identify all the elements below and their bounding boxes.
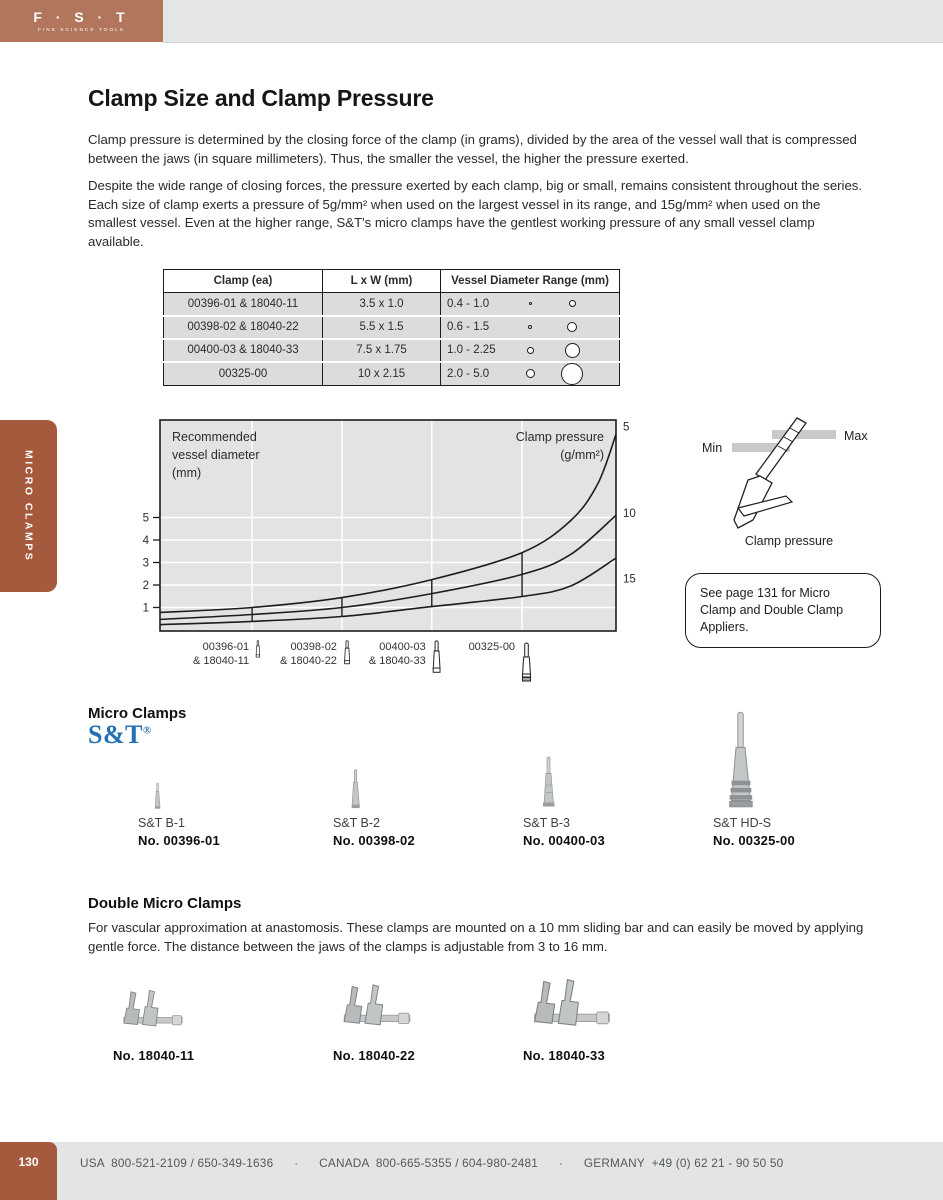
cell-clamp: 00325-00 bbox=[164, 362, 323, 386]
svg-text:3: 3 bbox=[142, 557, 149, 570]
svg-text:15: 15 bbox=[623, 573, 636, 586]
svg-text:(mm): (mm) bbox=[172, 466, 202, 480]
product-item bbox=[333, 700, 503, 848]
max-range-bar bbox=[772, 430, 836, 439]
x-label-text bbox=[193, 640, 249, 669]
cell-lxw: 7.5 x 1.75 bbox=[323, 339, 441, 362]
product-number: No. 18040-11 bbox=[113, 1048, 195, 1063]
product-name: S&T B-3 bbox=[523, 816, 571, 830]
product-item bbox=[523, 700, 693, 848]
intro-paragraph-1: Clamp pressure is determined by the closing force of the clamp (in grams), divided by the area of the vessel wall that is compressed between the jaws (in square millimeters). Thus, the smaller the vessel, the higher the pressure exerted. bbox=[88, 132, 857, 166]
max-label: Max bbox=[844, 429, 868, 443]
cell-range bbox=[441, 362, 620, 386]
sidebar-tab-label: MICRO CLAMPS bbox=[22, 449, 35, 563]
vessel-min-circle bbox=[526, 369, 535, 378]
product-number: No. 00400-03 bbox=[523, 833, 605, 848]
chart-x-labels bbox=[160, 638, 616, 700]
x-label-item bbox=[369, 640, 442, 674]
range-text: 1.0 - 2.25 bbox=[447, 344, 496, 356]
product-image bbox=[121, 985, 185, 1037]
product-name: S&T B-2 bbox=[333, 816, 381, 830]
svg-text:5: 5 bbox=[142, 512, 149, 525]
x-label-line1: 00400-03 bbox=[379, 641, 426, 653]
table-row bbox=[164, 339, 620, 362]
x-label-line1: 00396-01 bbox=[202, 641, 250, 653]
svg-text:4: 4 bbox=[142, 535, 149, 548]
x-label-text bbox=[369, 640, 426, 669]
vessel-max-circle bbox=[561, 363, 583, 385]
product-number: No. 00396-01 bbox=[138, 833, 220, 848]
page-number-box bbox=[0, 1142, 57, 1200]
product-image bbox=[152, 782, 163, 810]
clamp-icon bbox=[520, 640, 532, 684]
svg-text:vessel diameter: vessel diameter bbox=[172, 448, 260, 462]
svg-text:5: 5 bbox=[623, 421, 630, 434]
cell-range bbox=[441, 339, 620, 362]
svg-text:(g/mm²): (g/mm²) bbox=[560, 448, 604, 462]
min-label: Min bbox=[702, 441, 723, 455]
page-number: 130 bbox=[18, 1155, 39, 1169]
double-product-item bbox=[333, 975, 533, 1063]
range-text: 0.6 - 1.5 bbox=[447, 321, 490, 333]
note-text: See page 131 for Micro Clamp and Double Clamp Appliers. bbox=[700, 586, 844, 634]
table-row bbox=[164, 362, 620, 386]
st-brand-text: S&T bbox=[88, 720, 143, 749]
header-range: Vessel Diameter Range (mm) bbox=[441, 270, 620, 293]
cell-clamp: 00396-01 & 18040-11 bbox=[164, 293, 323, 316]
cell-clamp: 00400-03 & 18040-33 bbox=[164, 339, 323, 362]
vessel-min-circle bbox=[527, 347, 534, 354]
product-image bbox=[537, 755, 560, 810]
clamp-icon bbox=[431, 640, 442, 674]
vessel-max-circle bbox=[565, 343, 580, 358]
table-header-row bbox=[164, 270, 620, 293]
svg-text:Recommended: Recommended bbox=[172, 430, 257, 444]
pressure-chart bbox=[136, 414, 646, 644]
product-image bbox=[727, 710, 754, 810]
svg-text:1: 1 bbox=[142, 602, 149, 615]
footer-contact: USA 800-521-2109 / 650-349-1636 · CANADA 800-665-5355 / 604-980-2481 · GERMANY +49 (0) 62 21 - 90 50 50 bbox=[80, 1156, 784, 1170]
product-image bbox=[347, 768, 364, 810]
cell-clamp: 00398-02 & 18040-22 bbox=[164, 316, 323, 339]
vessel-max-circle bbox=[567, 322, 577, 332]
cell-lxw: 5.5 x 1.5 bbox=[323, 316, 441, 339]
vessel-min-circle bbox=[528, 325, 532, 329]
x-label-item bbox=[193, 640, 262, 669]
svg-text:2: 2 bbox=[142, 580, 149, 593]
vessel-min-circle bbox=[529, 302, 532, 305]
x-label-line2: & 18040-22 bbox=[280, 655, 337, 668]
x-label-item bbox=[469, 640, 533, 684]
x-label-line1: 00398-02 bbox=[290, 641, 337, 653]
product-item bbox=[138, 700, 308, 848]
product-item bbox=[713, 700, 883, 848]
double-clamps-description: For vascular approximation at anastomosis. These clamps are mounted on a 10 mm sliding bar and can easily be moved by applying gentle force. The distance between the jaws of the clamps is adjustable from 3 to 16 mm. bbox=[88, 920, 864, 954]
x-label-text bbox=[469, 640, 516, 654]
header-clamp: Clamp (ea) bbox=[164, 270, 323, 293]
clamp-drawing bbox=[698, 416, 880, 532]
table-row bbox=[164, 293, 620, 316]
clamp-pressure-caption: Clamp pressure bbox=[744, 534, 834, 548]
micro-clamps-heading: Micro Clamps bbox=[88, 705, 187, 722]
fst-logo bbox=[0, 0, 163, 42]
product-number: No. 00398-02 bbox=[333, 833, 415, 848]
svg-text:Clamp pressure: Clamp pressure bbox=[515, 430, 604, 444]
x-label-text bbox=[280, 640, 337, 669]
clamp-icon bbox=[254, 640, 262, 658]
sidebar-tab-micro-clamps[interactable] bbox=[0, 420, 57, 592]
page-title: Clamp Size and Clamp Pressure bbox=[88, 85, 434, 111]
x-label-line2: & 18040-33 bbox=[368, 655, 426, 668]
cell-lxw: 3.5 x 1.0 bbox=[323, 293, 441, 316]
product-image bbox=[341, 979, 413, 1037]
top-strip bbox=[163, 0, 943, 43]
footer-bar bbox=[0, 1142, 943, 1200]
cell-range bbox=[441, 293, 620, 316]
x-label-item bbox=[280, 640, 352, 669]
product-number: No. 18040-33 bbox=[523, 1048, 605, 1063]
svg-text:10: 10 bbox=[623, 508, 636, 521]
x-label-line2: & 18040-11 bbox=[193, 655, 250, 668]
x-label-line1: 00325-00 bbox=[468, 641, 516, 653]
header-lxw: L x W (mm) bbox=[323, 270, 441, 293]
product-name: S&T HD-S bbox=[713, 816, 772, 830]
clamp-spec-table bbox=[163, 269, 620, 386]
cell-range bbox=[441, 316, 620, 339]
product-name: S&T B-1 bbox=[138, 816, 186, 830]
clamp-icon bbox=[342, 640, 352, 665]
range-text: 2.0 - 5.0 bbox=[447, 367, 490, 380]
double-clamps-heading: Double Micro Clamps bbox=[88, 895, 242, 912]
double-product-item bbox=[523, 975, 723, 1063]
table-row bbox=[164, 316, 620, 339]
intro-paragraph-2: Despite the wide range of closing forces, the pressure exerted by each clamp, big or small, remains consistent throughout the series. Each size of clamp exerts a pressure of 5g/mm² when used on the largest vessel in its range, and 15g/mm² when used on the smallest vessel. Even at the higher range, S&T's micro clamps have the gentlest working pressure of any small vessel clamp available. bbox=[88, 178, 863, 250]
product-number: No. 18040-22 bbox=[333, 1048, 415, 1063]
range-text: 0.4 - 1.0 bbox=[447, 297, 490, 310]
note-box bbox=[685, 573, 881, 648]
product-image bbox=[531, 975, 613, 1037]
fst-logo-main: F · S · T bbox=[33, 9, 130, 25]
fst-logo-sub: FINE SCIENCE TOOLS bbox=[37, 28, 125, 33]
vessel-max-circle bbox=[569, 300, 576, 307]
cell-lxw: 10 x 2.15 bbox=[323, 362, 441, 386]
registered-mark: ® bbox=[142, 724, 152, 737]
product-number: No. 00325-00 bbox=[713, 833, 795, 848]
double-product-item bbox=[113, 975, 313, 1063]
minmax-illustration bbox=[698, 416, 880, 550]
